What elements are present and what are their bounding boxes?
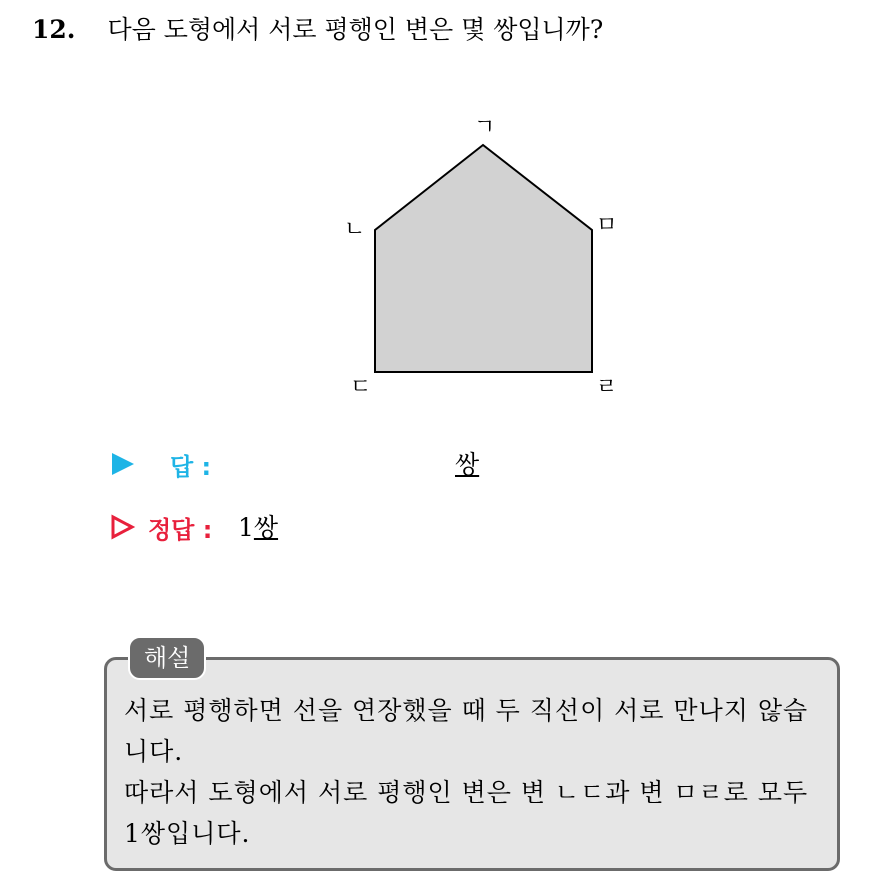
answer-unit: 쌍 — [455, 450, 480, 479]
outline-triangle-icon — [110, 514, 136, 540]
play-triangle-icon — [110, 451, 136, 477]
correct-value: 1 — [238, 513, 254, 542]
vertex-label-left: ㄴ — [344, 217, 366, 242]
pentagon-figure — [330, 110, 630, 400]
vertex-label-right: ㅁ — [596, 213, 618, 238]
question — [32, 10, 603, 46]
answer-row — [110, 445, 610, 485]
correct-answer-row — [110, 508, 510, 548]
vertex-label-bottom-right: ㄹ — [596, 375, 618, 400]
correct-label: 정답 : — [148, 516, 213, 544]
correct-unit: 쌍 — [253, 513, 279, 542]
explanation-text — [124, 690, 830, 854]
question-text: 다음 도형에서 서로 평행인 변은 몇 쌍입니까? — [107, 15, 604, 44]
question-number: 12. — [32, 15, 76, 44]
answer-label: 답 : — [170, 453, 212, 481]
pentagon-shape — [375, 145, 592, 372]
vertex-label-top: ㄱ — [474, 115, 496, 140]
explanation-line: 서로 평행하면 선을 연장했을 때 두 직선이 서로 만나지 않습니다. — [124, 696, 809, 766]
pentagon-svg — [330, 110, 630, 400]
explanation-title: 해설 — [128, 636, 206, 680]
vertex-label-bottom-left: ㄷ — [350, 375, 372, 400]
correct-value-group — [238, 508, 278, 544]
explanation-line: 따라서 도형에서 서로 평행인 변은 변 ㄴㄷ과 변 ㅁㄹ로 모두 1쌍입니다. — [124, 778, 809, 848]
